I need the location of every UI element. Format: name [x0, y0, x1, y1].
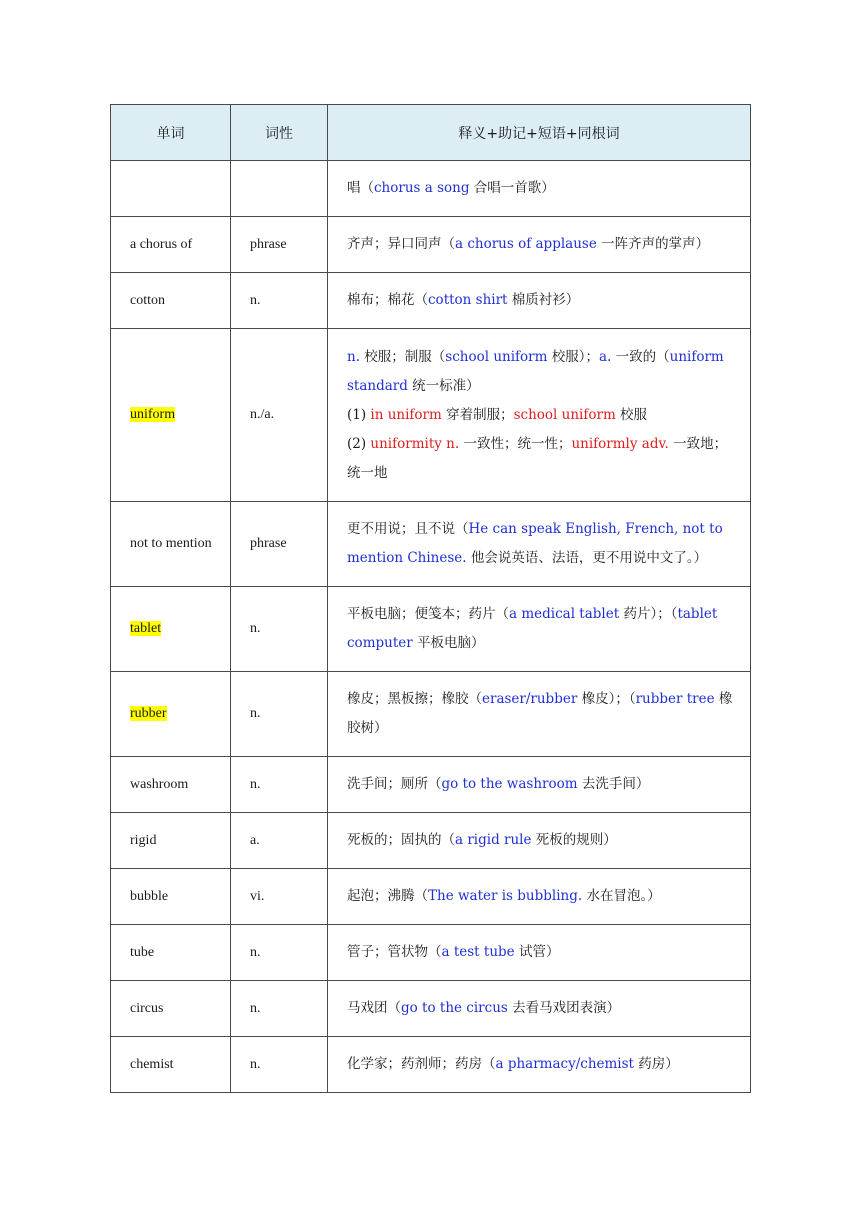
example-phrase: uniform standard	[347, 348, 724, 394]
example-phrase: He can speak English, French, not to mention Chinese.	[347, 521, 723, 566]
definition-cell	[328, 981, 751, 1037]
definition-text: 药片）；（	[619, 606, 678, 622]
word-cell	[111, 587, 231, 672]
pos-cell: n.	[231, 757, 328, 813]
definition-cell	[328, 925, 751, 981]
definition-text: 齐声；异口同声（	[347, 236, 455, 252]
table-row	[111, 329, 751, 502]
example-phrase: a medical tablet	[509, 606, 620, 622]
table-body	[111, 161, 751, 1093]
pos-cell: n.	[231, 587, 328, 672]
example-phrase: rubber tree	[635, 691, 715, 707]
table-row	[111, 161, 751, 217]
table-row	[111, 273, 751, 329]
definition-cell	[328, 329, 751, 502]
table-row	[111, 981, 751, 1037]
definition-text: 药房）	[633, 1056, 679, 1072]
related-word: school uniform	[513, 406, 616, 423]
definition-cell	[328, 1037, 751, 1093]
pos-cell: n.	[231, 925, 328, 981]
word-text: a chorus of	[130, 236, 193, 252]
definition-text: 更不用说；且不说（	[347, 521, 469, 537]
definition-text: 化学家；药剂师；药房（	[347, 1056, 496, 1072]
word-text: cotton	[130, 292, 165, 308]
table-row	[111, 1037, 751, 1093]
definition-text: 去洗手间）	[577, 776, 650, 792]
definition-text: 棉布；棉花（	[347, 292, 428, 308]
word-cell	[111, 329, 231, 502]
definition-text: 校服）；	[547, 348, 599, 365]
example-phrase: a test tube	[441, 944, 515, 960]
example-phrase: school uniform	[445, 348, 548, 365]
example-phrase: go to the washroom	[441, 776, 578, 792]
example-phrase: a pharmacy/chemist	[495, 1056, 634, 1072]
related-word: uniformity n.	[370, 435, 460, 452]
definition-text: (1)	[347, 406, 371, 423]
pos-cell: n./a.	[231, 329, 328, 502]
definition-text: 平板电脑）	[412, 635, 485, 651]
definition-text: 平板电脑；便笺本；药片（	[347, 606, 509, 622]
header-definition: 释义+助记+短语+同根词	[328, 105, 751, 161]
word-cell	[111, 273, 231, 329]
pos-cell: a.	[231, 813, 328, 869]
pos-cell	[231, 161, 328, 217]
definition-text: 马戏团（	[347, 1000, 401, 1016]
table-row	[111, 587, 751, 672]
definition-cell	[328, 273, 751, 329]
word-text: bubble	[130, 888, 169, 904]
definition-text: 起泡；沸腾（	[347, 888, 428, 904]
word-cell	[111, 869, 231, 925]
header-word: 单词	[111, 105, 231, 161]
example-phrase: chorus a song	[374, 180, 470, 196]
definition-cell	[328, 869, 751, 925]
definition-text: 合唱一首歌）	[469, 180, 555, 196]
word-cell	[111, 161, 231, 217]
example-phrase: cotton shirt	[428, 292, 508, 308]
table-row	[111, 757, 751, 813]
pos-cell: n.	[231, 1037, 328, 1093]
definition-text: 死板的；固执的（	[347, 832, 455, 848]
word-text: tube	[130, 944, 155, 960]
definition-cell	[328, 502, 751, 587]
table-row	[111, 672, 751, 757]
word-cell	[111, 925, 231, 981]
example-phrase: tablet computer	[347, 606, 718, 651]
definition-text: 穿着制服；	[441, 406, 514, 423]
definition-text: 一致地；统一地	[347, 435, 728, 481]
example-phrase: eraser/rubber	[482, 691, 578, 707]
word-text-highlighted: uniform	[130, 407, 176, 422]
definition-text: 他会说英语、法语，更不用说中文了。）	[466, 550, 708, 566]
word-text-highlighted: tablet	[130, 621, 162, 636]
pos-cell: phrase	[231, 502, 328, 587]
definition-text: 去看马戏团表演）	[507, 1000, 621, 1016]
pos-cell: n.	[231, 273, 328, 329]
definition-text: 校服	[615, 406, 648, 423]
word-cell	[111, 217, 231, 273]
definition-text: 橡胶树）	[347, 691, 733, 736]
related-word: in uniform	[370, 406, 442, 423]
vocabulary-table	[110, 104, 751, 1093]
word-text-highlighted: rubber	[130, 706, 167, 721]
word-text: rigid	[130, 832, 157, 848]
definition-text: 一阵齐声的掌声）	[596, 236, 710, 252]
definition-cell	[328, 217, 751, 273]
definition-line	[347, 430, 738, 488]
example-phrase: a.	[598, 348, 612, 365]
definition-text: 唱（	[347, 180, 374, 196]
word-cell	[111, 502, 231, 587]
definition-text: 橡皮）；（	[577, 691, 636, 707]
definition-text: 校服；制服（	[360, 348, 446, 365]
definition-cell	[328, 587, 751, 672]
pos-cell: phrase	[231, 217, 328, 273]
table-row	[111, 813, 751, 869]
example-phrase: go to the circus	[401, 1000, 508, 1016]
table-row	[111, 925, 751, 981]
word-cell	[111, 1037, 231, 1093]
table-row	[111, 869, 751, 925]
word-text: circus	[130, 1000, 164, 1016]
example-phrase: The water is bubbling.	[428, 888, 583, 904]
pos-cell: n.	[231, 981, 328, 1037]
example-phrase: n.	[347, 348, 360, 365]
pos-cell: vi.	[231, 869, 328, 925]
word-cell	[111, 757, 231, 813]
definition-text: 试管）	[514, 944, 560, 960]
pos-cell: n.	[231, 672, 328, 757]
definition-text: 水在冒泡。）	[582, 888, 661, 904]
example-phrase: a rigid rule	[455, 832, 532, 848]
definition-text: 一致性；统一性；	[459, 435, 572, 452]
definition-text: 管子；管状物（	[347, 944, 442, 960]
definition-text: 棉质衬衫）	[507, 292, 580, 308]
definition-cell	[328, 161, 751, 217]
word-cell	[111, 813, 231, 869]
definition-text: (2)	[347, 435, 371, 452]
definition-text: 统一标准）	[407, 377, 480, 394]
definition-text: 死板的规则）	[531, 832, 617, 848]
table-row	[111, 502, 751, 587]
word-text: washroom	[130, 776, 189, 792]
example-phrase: a chorus of applause	[455, 236, 597, 252]
definition-cell	[328, 813, 751, 869]
definition-line	[347, 343, 738, 401]
definition-cell	[328, 672, 751, 757]
definition-line	[347, 401, 738, 430]
word-text: chemist	[130, 1056, 174, 1072]
word-text: not to mention	[130, 536, 212, 551]
word-cell	[111, 981, 231, 1037]
table-row	[111, 217, 751, 273]
header-part-of-speech: 词性	[231, 105, 328, 161]
word-cell	[111, 672, 231, 757]
definition-cell	[328, 757, 751, 813]
definition-text: 橡皮；黑板擦；橡胶（	[347, 691, 482, 707]
definition-text: 洗手间；厕所（	[347, 776, 442, 792]
header-row	[111, 105, 751, 161]
definition-text: 一致的（	[611, 348, 670, 365]
related-word: uniformly adv.	[571, 435, 669, 452]
